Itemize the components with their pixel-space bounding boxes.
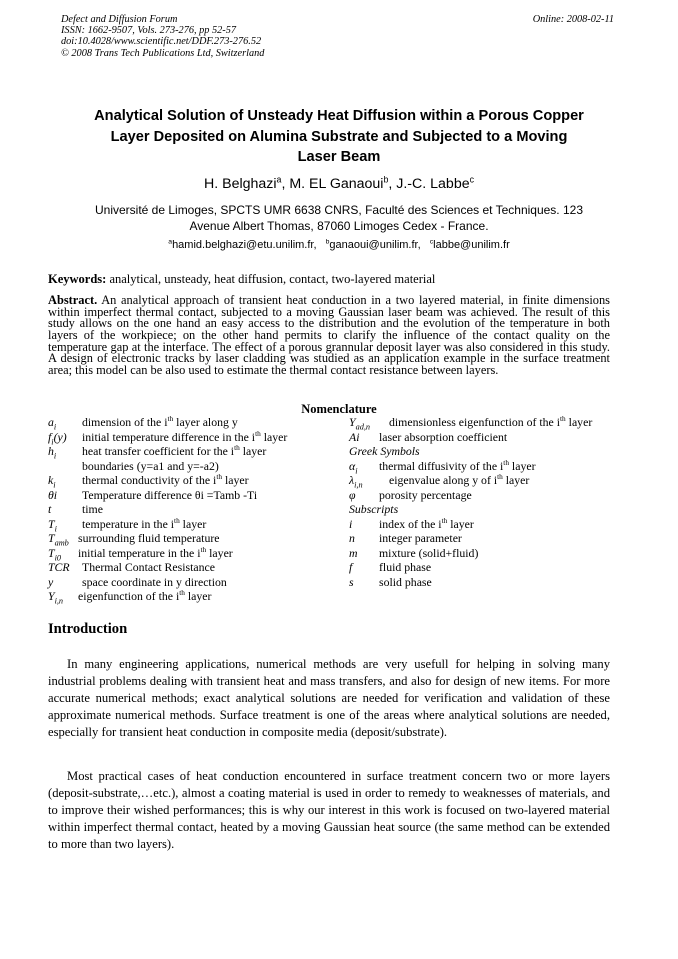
ordinal-superscript: th <box>255 428 261 438</box>
title-line-1: Analytical Solution of Unsteady Heat Diffusion within a Porous Copper <box>94 108 584 124</box>
nomenclature-description: temperature in the $i^{th}$ layer <box>82 515 207 531</box>
symbol-subscript: i <box>53 451 57 461</box>
nomenclature-entry <box>48 517 287 532</box>
nomenclature-description: space coordinate in y direction <box>82 574 227 589</box>
symbol-subscript: i <box>53 480 56 490</box>
nomenclature-subheading: Subscripts <box>349 502 399 516</box>
keywords-label: Keywords: <box>48 272 107 286</box>
nomenclature-description: initial temperature difference in the $i^{th}$ layer <box>82 428 288 444</box>
affiliation-line-1: Université de Limoges, SPCTS UMR 6638 CNRS, Faculté des Sciences et Techniques. 123 <box>94 203 583 217</box>
nomenclature-symbol: $T_i$ <box>48 516 57 533</box>
nomenclature-entry <box>48 473 287 488</box>
nomenclature-entry <box>349 531 592 546</box>
nomenclature-symbol: $f_i(y)$ <box>48 429 67 446</box>
title-line-3: Laser Beam <box>297 149 381 165</box>
nomenclature-description: mixture (solid+fluid) <box>379 545 479 560</box>
abstract-text: An analytical approach of transient heat conduction in a two layered material, in finite dimensions within imperfect thermal contact, subjected to a moving Gaussian laser beam was achieved. The result of this study allows on the one hand an easy access to the distribution and the evolution of the temperature in both layers of the workpiece; on the other hand permits to clarify the influence of the contact quality on the temperature gap at the interface. The effect of a porous grannular deposit layer was also considered in this study. A design of electronic tracks by laser cladding was studied as an application example in the surface treatment area; this model can be also used to estimate the thermal contact resistance between layers. <box>48 293 610 377</box>
email-address: labbe@unilim.fr <box>433 239 510 251</box>
nomenclature-title: Nomenclature <box>301 402 377 416</box>
nomenclature-symbol: y <box>48 574 54 589</box>
ordinal-superscript: th <box>560 414 566 424</box>
symbol-subscript: amb <box>54 538 69 548</box>
ordinal-superscript: th <box>441 515 448 525</box>
paper-title <box>40 106 638 168</box>
nomenclature-description: time <box>82 502 103 516</box>
nomenclature-symbol: φ <box>349 487 356 502</box>
nomenclature-entry <box>349 546 592 561</box>
email-entry[interactable] <box>326 239 421 251</box>
nomenclature-right-column <box>349 415 592 589</box>
online-date: Online: 2008-02-11 <box>532 14 614 25</box>
nomenclature-description: thermal diffusivity of the $i^{th}$ layer <box>379 457 536 473</box>
nomenclature-symbol: $a_i$ <box>48 415 57 432</box>
email-mark: b <box>325 238 330 246</box>
nomenclature-symbol: $h_i$ <box>48 444 57 461</box>
symbol-subscript: i,n <box>54 596 64 606</box>
nomenclature-description: eigenvalue along y of $i^{th}$ layer <box>389 472 530 487</box>
nomenclature-entry <box>48 560 287 575</box>
nomenclature-symbol: $T_{i0}$ <box>48 545 61 562</box>
email-entry[interactable] <box>168 239 316 251</box>
nomenclature-entry <box>349 560 592 575</box>
nomenclature-symbol: $\lambda_{i,n}$ <box>349 473 363 490</box>
keywords <box>48 272 610 287</box>
nomenclature-description: initial temperature in the $i^{th}$ layer <box>78 544 233 560</box>
symbol-subscript: i0 <box>54 552 61 562</box>
nomenclature-description: dimensionless eigenfunction of the $i^{th}$ layer <box>389 414 593 429</box>
nomenclature-symbol: n <box>349 531 355 545</box>
nomenclature-description: solid phase <box>379 574 432 589</box>
ordinal-superscript: th <box>200 544 207 554</box>
author-name: J.-C. Labbe <box>396 176 470 192</box>
email-entry[interactable] <box>430 239 510 251</box>
nomenclature-subheading: Greek Symbols <box>349 444 420 458</box>
nomenclature-description: porosity percentage <box>379 487 472 502</box>
nomenclature-entry <box>349 473 592 488</box>
email-address: hamid.belghazi@etu.unilim.fr, <box>172 239 317 251</box>
nomenclature-description: thermal conductivity of the $i^{th}$ layer <box>82 472 249 487</box>
nomenclature-entry <box>349 459 592 474</box>
email-mark: c <box>429 238 434 246</box>
nomenclature-description: eigenfunction of the $i^{th}$ layer <box>78 588 212 603</box>
ordinal-superscript: th <box>234 443 240 453</box>
nomenclature-entry <box>48 444 287 459</box>
abstract-label: Abstract. <box>48 293 98 307</box>
author-mark: b <box>383 174 389 185</box>
nomenclature-entry <box>349 517 592 532</box>
nomenclature-description: heat transfer coefficient for the $i^{th}$ layer <box>82 443 267 458</box>
title-line-2: Layer Deposited on Alumina Substrate and Subjected to a Moving <box>110 128 568 145</box>
nomenclature-entry <box>48 575 287 590</box>
nomenclature-symbol: t <box>48 502 52 516</box>
author-name: H. Belghazi <box>203 176 277 192</box>
nomenclature-entry <box>48 589 287 604</box>
nomenclature-continuation: boundaries (y=a1 and y=-a2) <box>82 458 219 473</box>
keywords-text: analytical, unsteady, heat diffusion, contact, two-layered material <box>109 272 436 286</box>
symbol-subscript: ad,n <box>355 422 370 432</box>
nomenclature-description: integer parameter <box>379 531 462 545</box>
author-separator: , <box>281 176 290 192</box>
nomenclature-entry <box>48 415 287 430</box>
abstract <box>48 295 610 377</box>
symbol-subscript: i,n <box>354 480 363 490</box>
intro-paragraph-1: In many engineering applications, numerical methods are very usefull for helping in solving many industrial problems dealing with transient heat and mass transfers, and also for design of new items. For more accurate numerical methods; exact analytical solutions are needed for verification and validation of these approximate numerical methods. Surface treatment is one of the areas where analytical solutions are needed, especially for transient heat conduction in composite media (deposit/substrate). <box>48 657 610 739</box>
nomenclature-symbol: i <box>349 516 353 531</box>
affiliation <box>50 203 628 234</box>
nomenclature-entry <box>349 415 592 430</box>
email-address: ganaoui@unilim.fr, <box>329 239 421 251</box>
nomenclature-entry <box>349 488 592 503</box>
nomenclature-description: dimension of the $i^{th}$ layer along y <box>82 414 238 429</box>
ordinal-superscript: th <box>503 457 509 467</box>
affiliation-line-2: Avenue Albert Thomas, 87060 Limoges Cedex - France. <box>189 218 489 233</box>
author-mark: c <box>469 174 475 185</box>
symbol-subscript: i <box>355 465 358 475</box>
nomenclature-entry <box>48 502 287 517</box>
author-list <box>0 176 678 192</box>
running-header <box>61 14 264 59</box>
symbol-subscript: i <box>53 422 57 432</box>
nomenclature-symbol: θi <box>48 487 58 502</box>
nomenclature-entry <box>48 488 287 503</box>
intro-paragraph-2: Most practical cases of heat conduction encountered in surface treatment concern two or more layers (deposit-substrate,…etc.), almost a coating material is used in order to remedy to weaknesses of materials, and to improve their wished performances; this is why our interest in this work is focused on two-layered material within imperfect thermal contact, heated by a moving Gaussian heat source (the same method can be extended to more than two layers). <box>48 769 610 851</box>
nomenclature-entry <box>48 430 287 445</box>
nomenclature-symbol: $T_{amb}$ <box>48 531 69 548</box>
nomenclature-symbol: $Y_{ad,n}$ <box>349 415 370 432</box>
nomenclature-symbol: f <box>349 560 353 574</box>
copyright-line: © 2008 Trans Tech Publications Ltd, Switzerland <box>61 47 265 59</box>
ordinal-superscript: th <box>167 414 174 424</box>
section-heading-introduction: Introduction <box>48 621 128 637</box>
email-mark: a <box>168 238 173 246</box>
nomenclature-description: Temperature difference θi =Tamb -Ti <box>82 487 258 502</box>
nomenclature-entry <box>48 546 287 561</box>
email-list <box>0 239 678 251</box>
journal-name: Defect and Diffusion Forum <box>61 14 178 25</box>
nomenclature-symbol: $k_i$ <box>48 473 56 490</box>
nomenclature-symbol: $\alpha_i$ <box>349 458 358 475</box>
ordinal-superscript: th <box>216 472 223 482</box>
nomenclature-entry <box>349 430 592 445</box>
nomenclature-description: index of the $i^{th}$ layer <box>379 515 474 531</box>
nomenclature-description: fluid phase <box>379 560 432 574</box>
nomenclature-description: Thermal Contact Resistance <box>82 560 215 574</box>
nomenclature-left-column <box>48 415 287 604</box>
issn-line: ISSN: 1662-9507, Vols. 273-276, pp 52-57 <box>61 25 237 37</box>
nomenclature-symbol: $Y_{i,n}$ <box>48 589 64 606</box>
nomenclature-symbol: s <box>349 574 354 589</box>
author-separator: , <box>388 176 397 192</box>
nomenclature-symbol: m <box>349 545 358 560</box>
ordinal-superscript: th <box>179 588 185 598</box>
author-mark: a <box>276 174 282 185</box>
symbol-subscript: i <box>54 523 57 533</box>
nomenclature-symbol: TCR <box>48 560 70 574</box>
nomenclature-description: laser absorption coefficient <box>379 429 508 444</box>
symbol-subscript: i <box>51 436 54 446</box>
doi-line: doi:10.4028/www.scientific.net/DDF.273-276.52 <box>61 36 262 48</box>
ordinal-superscript: th <box>497 472 503 482</box>
nomenclature-entry <box>349 575 592 590</box>
nomenclature-description: surrounding fluid temperature <box>78 531 220 545</box>
ordinal-superscript: th <box>174 515 180 525</box>
author-name: M. EL Ganaoui <box>289 176 384 192</box>
nomenclature-entry <box>48 531 287 546</box>
nomenclature-symbol: Ai <box>349 429 360 444</box>
